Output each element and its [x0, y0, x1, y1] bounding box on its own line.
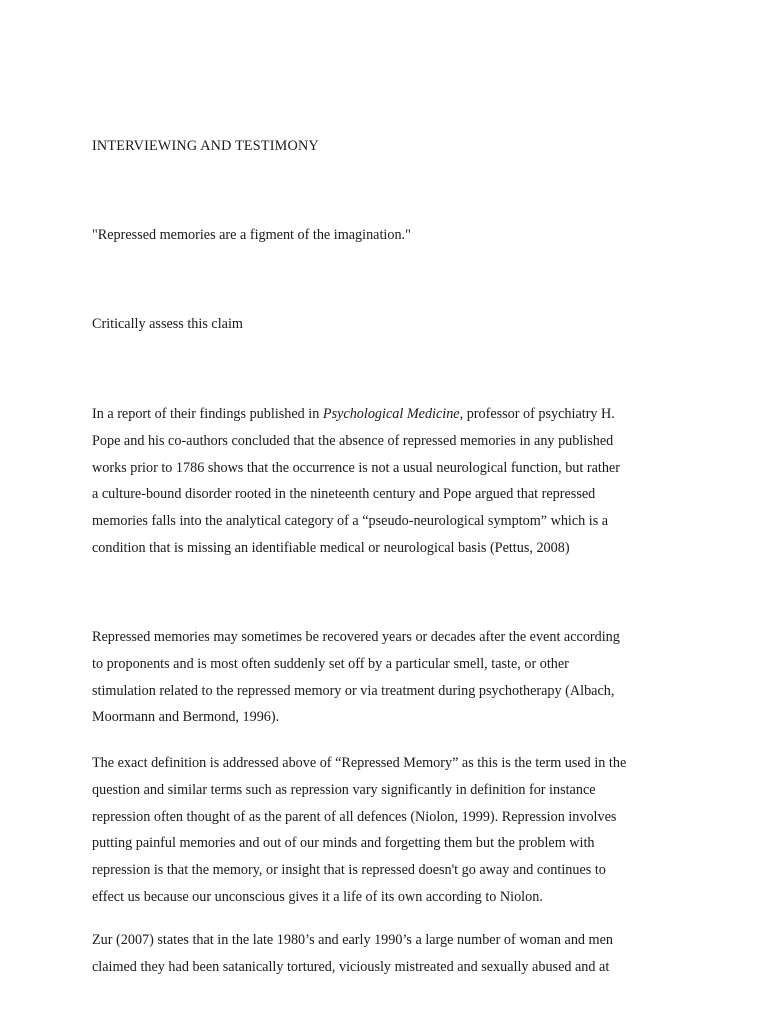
quote-text: "Repressed memories are a figment of the imagination."	[92, 227, 411, 243]
paragraph-1-line-2: Pope and his co-authors concluded that the absence of repressed memories in any published	[92, 432, 614, 449]
paragraph-1-line-4: a culture-bound disorder rooted in the nineteenth century and Pope argued that repressed	[92, 486, 596, 503]
paragraph-2-line: stimulation related to the repressed memory or via treatment during psychotherapy (Albach,	[92, 682, 615, 699]
paragraph-3	[92, 750, 692, 911]
line-text: professor of psychiatry H.	[463, 406, 615, 422]
paragraph-3-line: The exact definition is addressed above of “Repressed Memory” as this is the term used in the	[92, 755, 627, 771]
paragraph-4-line: claimed they had been satanically tortured, viciously mistreated and sexually abused and at	[92, 958, 610, 975]
paragraph-2-line: Moormann and Bermond, 1996).	[92, 709, 280, 726]
line-text: In a report of their findings published in	[92, 406, 323, 422]
paragraph-1-line-1	[92, 401, 692, 428]
paragraph-2	[92, 624, 692, 731]
paragraph-3-line: repression is that the memory, or insight that is repressed doesn't go away and continues to	[92, 862, 606, 879]
essay-instruction	[92, 311, 692, 338]
paragraph-3-line: repression often thought of as the parent of all defences (Niolon, 1999). Repression involves	[92, 808, 617, 825]
paragraph-2-line: Repressed memories may sometimes be recovered years or decades after the event according	[92, 629, 620, 645]
paragraph-4	[92, 927, 692, 981]
instruction-text: Critically assess this claim	[92, 316, 243, 332]
paragraph-1-line-6: condition that is missing an identifiable medical or neurological basis (Pettus, 2008)	[92, 539, 570, 556]
document-title	[92, 133, 692, 160]
paragraph-2-line: to proponents and is most often suddenly set off by a particular smell, taste, or other	[92, 655, 569, 672]
paragraph-3-line: putting painful memories and out of our minds and forgetting them but the problem with	[92, 835, 595, 852]
journal-title: Psychological Medicine,	[322, 406, 464, 422]
paragraph-3-line: question and similar terms such as repression vary significantly in definition for instance	[92, 781, 596, 798]
paragraph-4-line: Zur (2007) states that in the late 1980’s and early 1990’s a large number of woman and men	[92, 932, 613, 948]
paragraph-3-line: effect us because our unconscious gives it a life of its own according to Niolon.	[92, 888, 543, 905]
title-text: INTERVIEWING AND TESTIMONY	[92, 138, 319, 154]
essay-quote	[92, 222, 692, 249]
paragraph-1-line-5: memories falls into the analytical category of a “pseudo-neurological symptom” which is a	[92, 513, 609, 530]
paragraph-1	[92, 401, 692, 562]
paragraph-1-line-3: works prior to 1786 shows that the occurrence is not a usual neurological function, but rather	[92, 459, 620, 476]
